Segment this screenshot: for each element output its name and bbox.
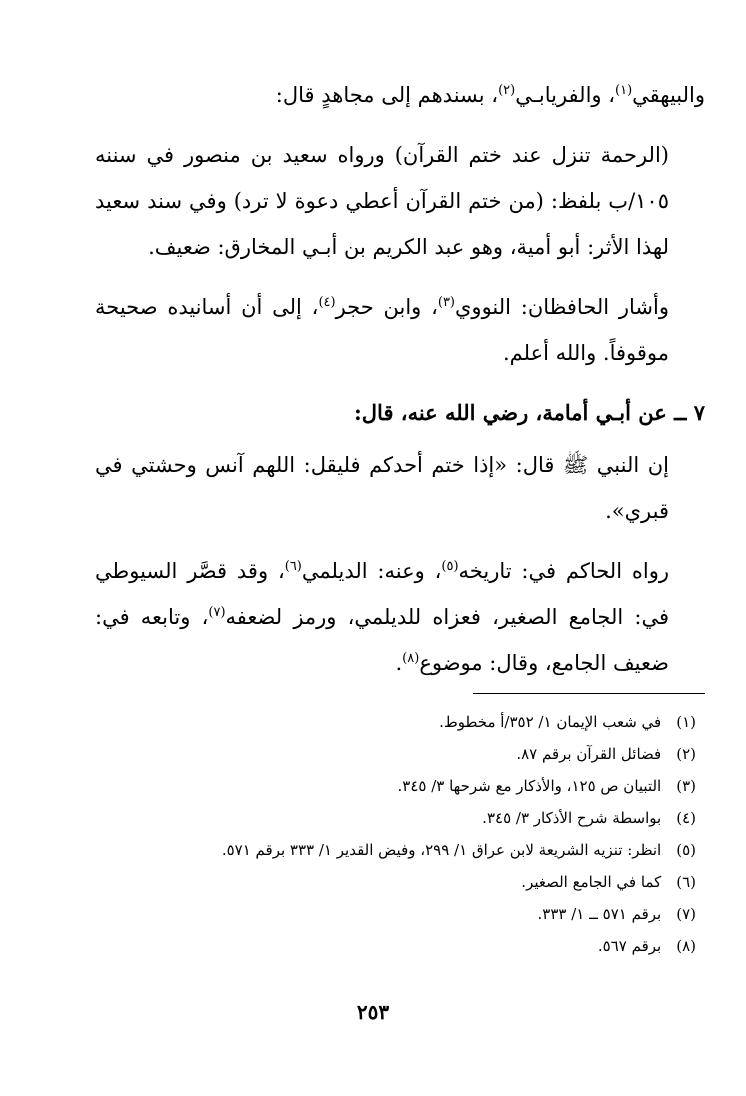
text-run: ، وقد قصَّر السيوطي في: الجامع الصغير، فعزاه للديلمي، ورمز لضعفه <box>95 559 669 629</box>
footnote-text: بواسطة شرح الأذكار ٣/ ٣٤٥. <box>482 809 662 827</box>
footnote <box>95 706 696 738</box>
page-number: ٢٥٣ <box>356 1000 390 1024</box>
footnote-text: في شعب الإيمان ١/ ٣٥٢/أ مخطوط. <box>439 713 662 731</box>
footnote-text: التبيان ص ١٢٥، والأذكار مع شرحها ٣/ ٣٤٥. <box>397 777 662 795</box>
paragraph-quote: (الرحمة تنزل عند ختم القرآن) ورواه سعيد بن منصور في سننه ١٠٥/ب بلفظ: (من ختم القرآن أعطي دعوة لا ترد) وفي سند سعيد لهذا الأثر: أبو أمية، وهو عبد الكريم بن أبـي المخارق: ضعيف. <box>95 143 669 259</box>
text-run: ، بسندهم إلى مجاهدٍ قال: <box>275 83 499 107</box>
footnote-number: (٨) <box>676 937 696 955</box>
footnote-text: انظر: تنزيه الشريعة لابن عراق ١/ ٢٩٩، وفيض القدير ١/ ٣٣٣ برقم ٥٧١. <box>221 841 662 859</box>
footnote-ref[interactable]: (٧) <box>208 605 226 620</box>
footnote-text: برقم ٥٧١ ــ ١/ ٣٣٣. <box>537 905 662 923</box>
paragraph-takhrij <box>95 548 705 686</box>
footnote-number: (٥) <box>676 841 696 859</box>
paragraph-intro <box>95 72 705 118</box>
footnote <box>95 834 696 866</box>
paragraph-hadith: إن النبي ﷺ قال: «إذا ختم أحدكم فليقل: اللهم آنس وحشتي في قبري». <box>95 453 669 523</box>
footnote-separator <box>473 693 705 694</box>
footnote <box>95 738 696 770</box>
footnote <box>95 866 696 898</box>
footnote-ref[interactable]: (٦) <box>284 559 302 574</box>
footnote <box>95 930 696 962</box>
main-text <box>95 72 705 686</box>
text-run: ، وعنه: الديلمي <box>301 559 442 583</box>
text-run: ، والفريابـي <box>515 83 615 107</box>
footnote-number: (١) <box>676 713 696 731</box>
text-run: ، وابن حجر <box>335 295 438 319</box>
footnote-number: (٦) <box>676 873 696 891</box>
text-run: والبيهقي <box>632 83 705 107</box>
footnote <box>95 898 696 930</box>
footnote-text: برقم ٥٦٧. <box>597 937 662 955</box>
footnote-number: (٣) <box>676 777 696 795</box>
footnote <box>95 770 696 802</box>
text-run: ، إلى أن أسانيده صحيحة موقوفاً. والله أعلم. <box>95 295 669 365</box>
paragraph-hafiz <box>95 284 705 376</box>
hadith-heading: ٧ ــ عن أبـي أمامة، رضي الله عنه، قال: <box>354 400 705 425</box>
footnote-ref[interactable]: (٥) <box>441 559 459 574</box>
footnote-text: كما في الجامع الصغير. <box>521 873 662 891</box>
footnote-number: (٧) <box>676 905 696 923</box>
footnote-ref[interactable]: (٨) <box>402 651 420 666</box>
footnote-number: (٤) <box>676 809 696 827</box>
text-run: . <box>395 651 403 675</box>
text-run: رواه الحاكم في: تاريخه <box>458 559 670 583</box>
footnotes <box>95 706 696 962</box>
footnote-ref[interactable]: (٣) <box>437 295 455 310</box>
footnote-ref[interactable]: (١) <box>615 83 633 98</box>
footnote-ref[interactable]: (٢) <box>498 83 516 98</box>
text-run: ، وتابعه في: ضعيف الجامع، وقال: موضوع <box>95 605 669 675</box>
footnote-text: فضائل القرآن برقم ٨٧. <box>516 745 662 763</box>
footnote <box>95 802 696 834</box>
footnote-number: (٢) <box>676 745 696 763</box>
footnote-ref[interactable]: (٤) <box>318 295 336 310</box>
text-run: وأشار الحافظان: النووي <box>455 295 670 319</box>
